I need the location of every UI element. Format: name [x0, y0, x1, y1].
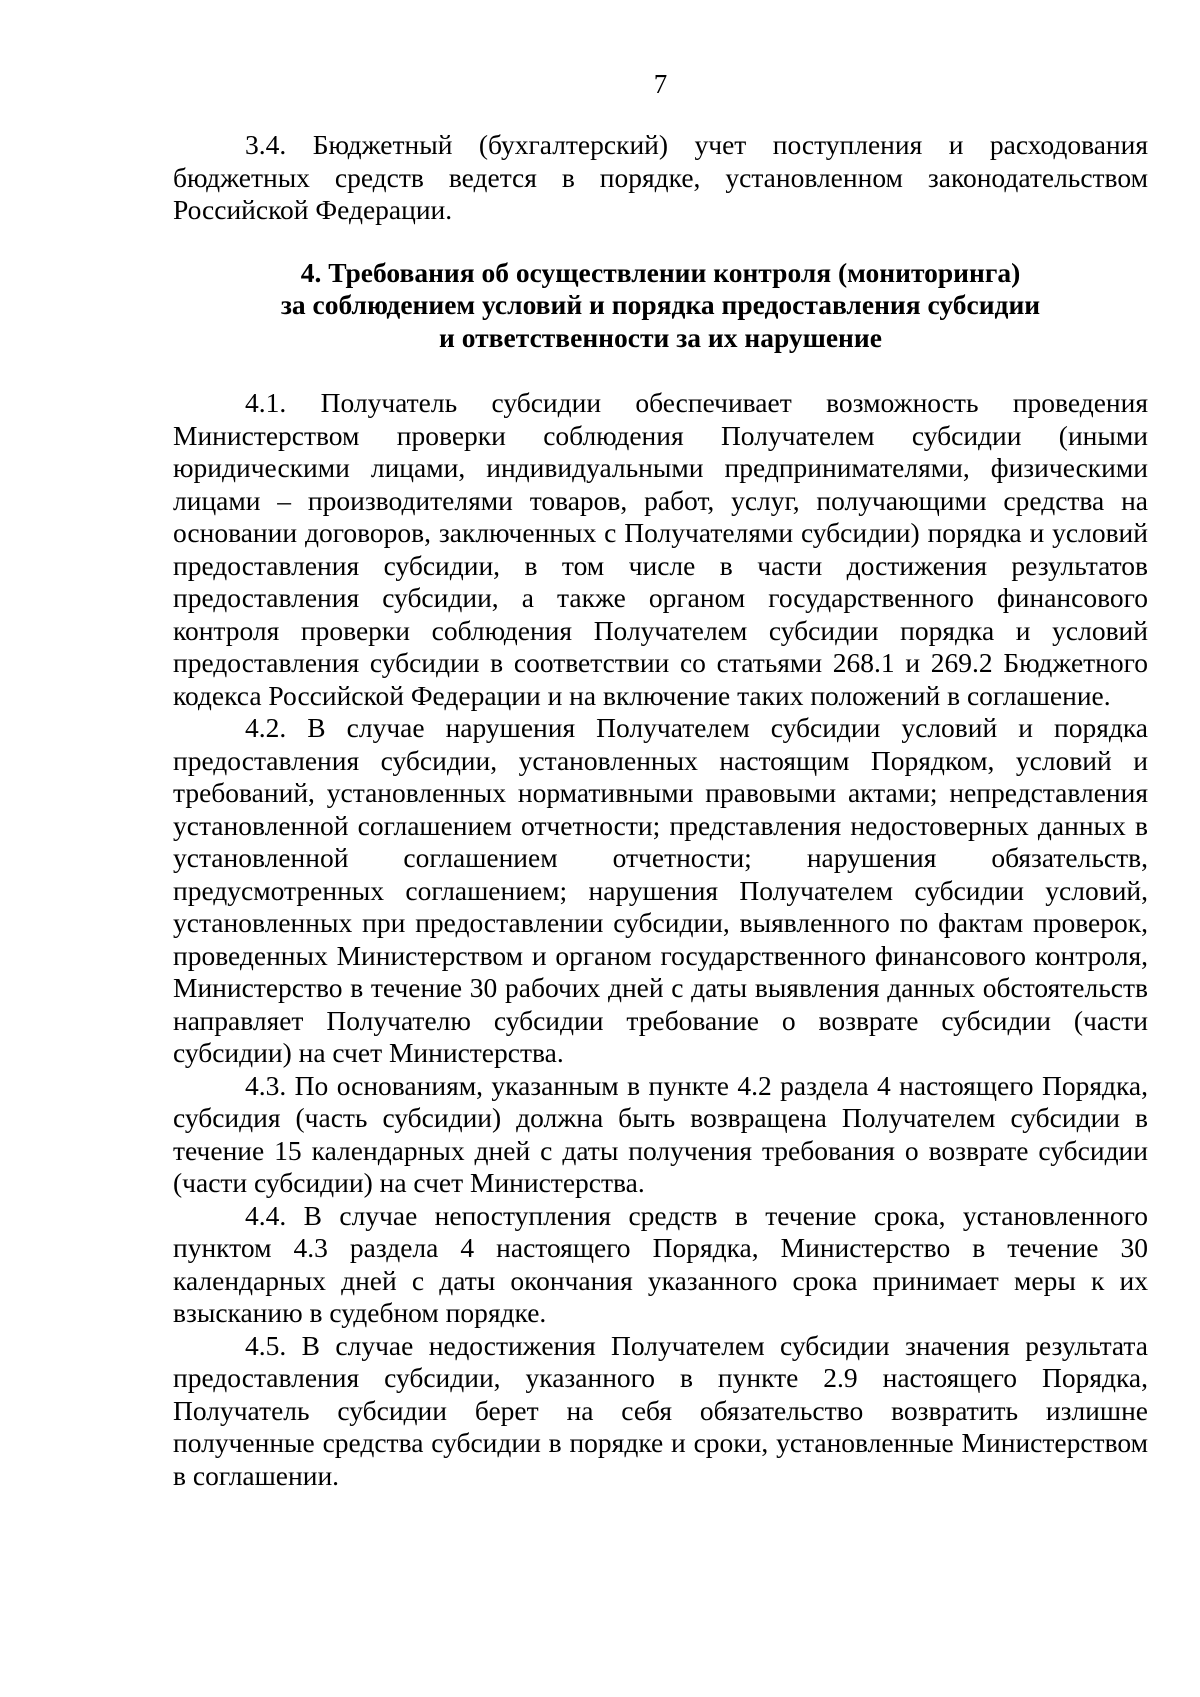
paragraph-4-5: 4.5. В случае недостижения Получателем субсидии значения результата предоставления субсидии, указанного в пункте 2.9 настоящего Порядка, Получатель субсидии берет на себя обязательство возвратить излишне полученные средства субсидии в порядке и сроки, установленные Министерством в соглашении.: [173, 1329, 1148, 1491]
paragraph-4-4: 4.4. В случае непоступления средств в течение срока, установленного пунктом 4.3 раздела 4 настоящего Порядка, Министерство в течение 30 календарных дней с даты окончания указанного срока принимает меры к их взысканию в судебном порядке.: [173, 1199, 1148, 1328]
section-4-heading: [173, 257, 1148, 355]
section-4-heading-line-1: 4. Требования об осуществлении контроля (мониторинга): [300, 256, 1021, 288]
section-4-heading-line-3: и ответственности за их нарушение: [439, 321, 882, 353]
paragraph-4-2: 4.2. В случае нарушения Получателем субсидии условий и порядка предоставления субсидии, установленных настоящим Порядком, условий и требований, установленных нормативными правовыми актами; непредставления установленной соглашением отчетности; представления недостоверных данных в установленной соглашением отчетности; нарушения обязательств, предусмотренных соглашением; нарушения Получателем субсидии условий, установленных при предоставлении субсидии, выявленного по фактам проверок, проведенных Министерством и органом государственного финансового контроля, Министерство в течение 30 рабочих дней с даты выявления данных обстоятельств направляет Получателю субсидии требование о возврате субсидии (части субсидии) на счет Министерства.: [173, 712, 1148, 1068]
page-number: 7: [653, 69, 668, 99]
document-body: [173, 129, 1148, 1492]
paragraph-3-4: 3.4. Бюджетный (бухгалтерский) учет поступления и расходования бюджетных средств ведется в порядке, установленном законодательством Российской Федерации.: [173, 129, 1148, 225]
paragraph-4-1: 4.1. Получатель субсидии обеспечивает возможность проведения Министерством проверки соблюдения Получателем субсидии (иными юридическими лицами, индивидуальными предпринимателями, физическими лицами – производителями товаров, работ, услуг, получающими средства на основании договоров, заключенных с Получателями субсидии) порядка и условий предоставления субсидии, в том числе в части достижения результатов предоставления субсидии, а также органом государственного финансового контроля проверки соблюдения Получателем субсидии порядка и условий предоставления субсидии в соответствии со статьями 268.1 и 269.2 Бюджетного кодекса Российской Федерации и на включение таких положений в соглашение.: [173, 387, 1148, 711]
section-4-heading-line-2: за соблюдением условий и порядка предоставления субсидии: [280, 289, 1041, 320]
paragraph-4-3: 4.3. По основаниям, указанным в пункте 4.2 раздела 4 настоящего Порядка, субсидия (часть субсидии) должна быть возвращена Получателем субсидии в течение 15 календарных дней с даты получения требования о возврате субсидии (части субсидии) на счет Министерства.: [173, 1069, 1148, 1198]
